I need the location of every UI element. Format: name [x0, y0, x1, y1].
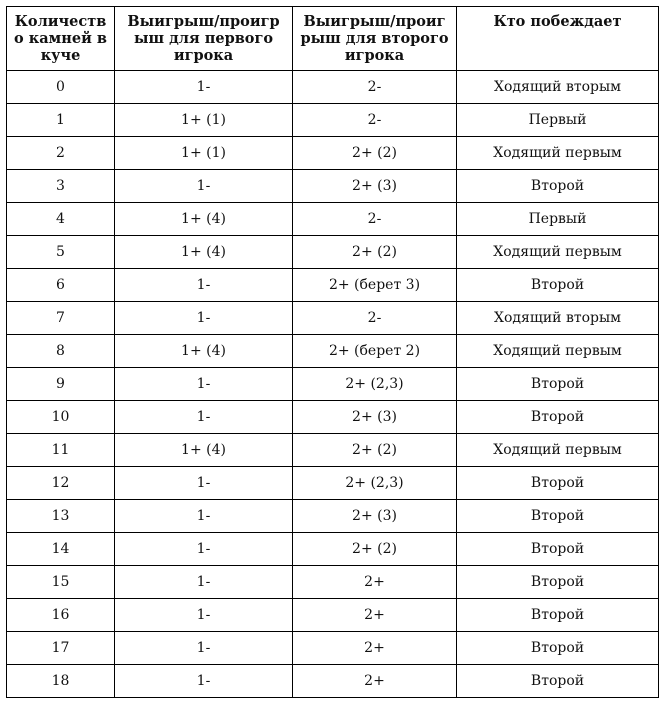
cell-first-player: 1+ (4) [115, 335, 293, 368]
cell-stone-count: 17 [7, 632, 115, 665]
table-row [7, 500, 659, 533]
cell-second-player: 2+ (2) [293, 434, 457, 467]
cell-first-player: 1+ (4) [115, 434, 293, 467]
cell-second-player: 2- [293, 104, 457, 137]
table-row [7, 71, 659, 104]
cell-second-player: 2- [293, 71, 457, 104]
cell-first-player: 1+ (1) [115, 104, 293, 137]
cell-stone-count: 12 [7, 467, 115, 500]
cell-second-player: 2+ [293, 632, 457, 665]
cell-stone-count: 6 [7, 269, 115, 302]
cell-first-player: 1- [115, 302, 293, 335]
cell-second-player: 2+ [293, 566, 457, 599]
table-row [7, 170, 659, 203]
header-row [7, 7, 659, 71]
table-row [7, 302, 659, 335]
cell-stone-count: 9 [7, 368, 115, 401]
cell-winner: Второй [457, 170, 659, 203]
cell-winner: Первый [457, 203, 659, 236]
table-row [7, 632, 659, 665]
table-body [7, 71, 659, 698]
cell-stone-count: 7 [7, 302, 115, 335]
cell-second-player: 2+ (3) [293, 170, 457, 203]
table-row [7, 236, 659, 269]
cell-first-player: 1- [115, 533, 293, 566]
cell-second-player: 2+ (2,3) [293, 467, 457, 500]
cell-first-player: 1+ (1) [115, 137, 293, 170]
cell-winner: Ходящий вторым [457, 71, 659, 104]
cell-stone-count: 0 [7, 71, 115, 104]
cell-first-player: 1- [115, 269, 293, 302]
cell-stone-count: 14 [7, 533, 115, 566]
cell-stone-count: 13 [7, 500, 115, 533]
cell-stone-count: 16 [7, 599, 115, 632]
header-first-player: Выигрыш/проигр ыш для первого игрока [115, 7, 293, 71]
table-row [7, 533, 659, 566]
cell-winner: Второй [457, 533, 659, 566]
table-row [7, 566, 659, 599]
cell-second-player: 2+ [293, 599, 457, 632]
header-stone-count: Количеств о камней в куче [7, 7, 115, 71]
cell-winner: Второй [457, 269, 659, 302]
table-row [7, 401, 659, 434]
cell-first-player: 1- [115, 467, 293, 500]
cell-stone-count: 1 [7, 104, 115, 137]
cell-stone-count: 5 [7, 236, 115, 269]
cell-first-player: 1+ (4) [115, 236, 293, 269]
cell-first-player: 1+ (4) [115, 203, 293, 236]
cell-winner: Второй [457, 665, 659, 698]
cell-winner: Второй [457, 467, 659, 500]
cell-winner: Второй [457, 566, 659, 599]
cell-winner: Ходящий первым [457, 335, 659, 368]
cell-winner: Ходящий вторым [457, 302, 659, 335]
cell-stone-count: 3 [7, 170, 115, 203]
cell-second-player: 2+ (2) [293, 137, 457, 170]
cell-second-player: 2+ (2) [293, 236, 457, 269]
table-row [7, 599, 659, 632]
cell-stone-count: 4 [7, 203, 115, 236]
table-row [7, 434, 659, 467]
cell-first-player: 1- [115, 599, 293, 632]
cell-winner: Второй [457, 632, 659, 665]
cell-second-player: 2+ (3) [293, 401, 457, 434]
cell-first-player: 1- [115, 566, 293, 599]
cell-first-player: 1- [115, 170, 293, 203]
cell-stone-count: 15 [7, 566, 115, 599]
cell-second-player: 2- [293, 302, 457, 335]
cell-winner: Ходящий первым [457, 434, 659, 467]
cell-winner: Ходящий первым [457, 236, 659, 269]
cell-first-player: 1- [115, 71, 293, 104]
table-row [7, 335, 659, 368]
cell-winner: Второй [457, 599, 659, 632]
cell-winner: Второй [457, 368, 659, 401]
table-row [7, 665, 659, 698]
table-header [7, 7, 659, 71]
table-row [7, 137, 659, 170]
cell-second-player: 2+ (2,3) [293, 368, 457, 401]
table-row [7, 104, 659, 137]
cell-winner: Ходящий первым [457, 137, 659, 170]
cell-first-player: 1- [115, 368, 293, 401]
cell-stone-count: 18 [7, 665, 115, 698]
cell-winner: Первый [457, 104, 659, 137]
cell-first-player: 1- [115, 632, 293, 665]
table-row [7, 203, 659, 236]
cell-stone-count: 2 [7, 137, 115, 170]
header-second-player: Выигрыш/проиг рыш для второго игрока [293, 7, 457, 71]
cell-winner: Второй [457, 401, 659, 434]
stones-game-table [6, 6, 659, 698]
cell-stone-count: 10 [7, 401, 115, 434]
cell-stone-count: 8 [7, 335, 115, 368]
cell-first-player: 1- [115, 665, 293, 698]
cell-second-player: 2+ (3) [293, 500, 457, 533]
table-row [7, 269, 659, 302]
cell-second-player: 2- [293, 203, 457, 236]
cell-first-player: 1- [115, 401, 293, 434]
header-winner: Кто побеждает [457, 7, 659, 71]
cell-winner: Второй [457, 500, 659, 533]
table-row [7, 368, 659, 401]
cell-second-player: 2+ [293, 665, 457, 698]
cell-first-player: 1- [115, 500, 293, 533]
cell-second-player: 2+ (берет 3) [293, 269, 457, 302]
cell-second-player: 2+ (2) [293, 533, 457, 566]
cell-second-player: 2+ (берет 2) [293, 335, 457, 368]
table-row [7, 467, 659, 500]
cell-stone-count: 11 [7, 434, 115, 467]
